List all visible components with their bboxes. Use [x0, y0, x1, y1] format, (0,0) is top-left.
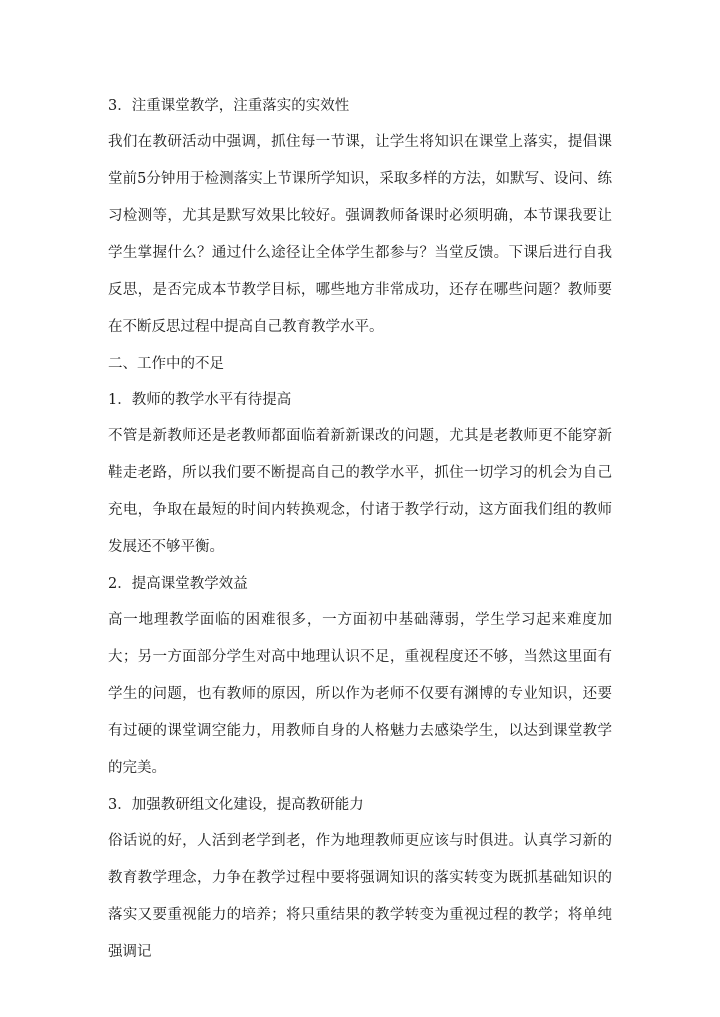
- heading-shortcomings: 二、工作中的不足: [108, 356, 224, 372]
- heading-2-classroom-benefit: 2．提高课堂教学效益: [108, 576, 248, 592]
- paragraph-teaching-level: 不管是新教师还是老教师都面临着新新课改的问题，尤其是老教师更不能穿新鞋走老路，所以我们要不断提高自己的教学水平，抓住一切学习的机会为自己充电，争取在最短的时间内转换观念，付诸于教学行动，这方面我们组的教师发展还不够平衡。: [108, 428, 612, 555]
- paragraph-classroom-benefit: 高一地理教学面临的困难很多，一方面初中基础薄弱，学生学习起来难度加大；另一方面部分学生对高中地理认识不足，重视程度还不够，当然这里面有学生的问题，也有教师的原因，所以作为老师不仅要有渊博的专业知识，还要有过硬的课堂调空能力，用教师自身的人格魅力去感染学生，以达到课堂教学的完美。: [108, 612, 612, 776]
- document-page: [108, 88, 612, 971]
- paragraph-group-culture: 俗话说的好，人活到老学到老，作为地理教师更应该与时俱进。认真学习新的教育教学理念，力争在教学过程中要将强调知识的落实转变为既抓基础知识的落实又要重视能力的培养；将只重结果的教学转变为重视过程的教学；将单纯强调记: [108, 833, 612, 960]
- heading-3-classroom-teaching: 3．注重课堂教学，注重落实的实效性: [108, 98, 350, 114]
- heading-1-teaching-level: 1．教师的教学水平有待提高: [108, 392, 292, 408]
- heading-3-group-culture: 3．加强教研组文化建设，提高教研能力: [108, 797, 364, 813]
- paragraph-classroom-effectiveness: 我们在教研活动中强调，抓住每一节课，让学生将知识在课堂上落实，提倡课堂前5分钟用于检测落实上节课所学知识，采取多样的方法，如默写、设问、练习检测等，尤其是默写效果比较好。强调教师备课时必须明确，本节课我要让学生掌握什么？通过什么途径让全体学生都参与？当堂反馈。下课后进行自我反思，是否完成本节教学目标，哪些地方非常成功，还存在哪些问题？教师要在不断反思过程中提高自己教育教学水平。: [108, 134, 612, 335]
